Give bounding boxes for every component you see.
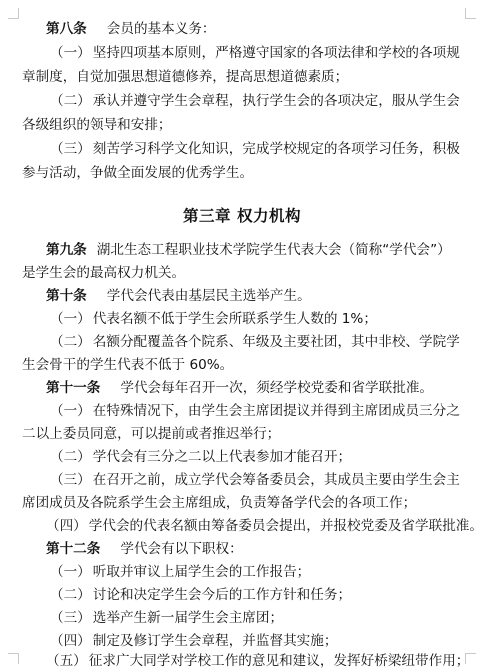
article-9-heading [0, 238, 484, 262]
article-10-item-2 [0, 330, 484, 354]
article-text: 是学生会的最高权力机关。 [22, 265, 186, 281]
article-10-item-1 [0, 307, 484, 331]
article-11-item-3-cont [0, 491, 484, 515]
item-number: （三） [50, 472, 91, 488]
item-number: （四） [46, 518, 87, 534]
item-number: （三） [50, 141, 91, 157]
item-text: 各级组织的领导和安排； [22, 117, 172, 133]
article-title: 第八条 [46, 21, 87, 37]
item-number: （一） [50, 403, 91, 419]
item-text: 二以上委员同意，可以提前或者推迟举行； [22, 426, 281, 442]
article-intro: 会员的基本义务： [106, 21, 216, 37]
item-number: （二） [50, 449, 91, 465]
item-number: （一） [50, 564, 91, 580]
article-12-item-5 [0, 652, 484, 670]
item-text: 代表名额不低于学生会所联系学生人数的 1%； [92, 311, 377, 327]
item-text: 承认并遵守学生会章程，执行学生会的各项决定，服从学生会 [92, 93, 460, 109]
item-number: （二） [50, 93, 91, 109]
article-intro: 学代会每年召开一次，须经学校党委和省学联批准。 [120, 380, 434, 396]
item-number: （四） [50, 633, 91, 649]
article-intro: 学代会有以下职权： [120, 541, 243, 557]
article-title: 第九条 [46, 242, 87, 258]
item-text: 名额分配覆盖各个院系、年级及主要社团，其中非校、学院学 [92, 334, 460, 350]
article-11-item-1-cont [0, 422, 484, 446]
item-number: （二） [50, 587, 91, 603]
article-9-cont [0, 261, 484, 285]
article-10-item-2-cont [0, 353, 484, 377]
item-text: 听取并审议上届学生会的工作报告； [92, 564, 311, 580]
article-12-item-1 [0, 560, 484, 584]
article-11-item-4 [0, 514, 484, 538]
article-8-item-3-cont [0, 161, 484, 185]
item-text: 坚持四项基本原则，严格遵守国家的各项法律和学校的各项规 [92, 45, 460, 61]
item-text: 刻苦学习科学文化知识，完成学校规定的各项学习任务，积极 [92, 141, 460, 157]
item-number: （一） [50, 45, 91, 61]
article-8-item-1-cont [0, 65, 484, 89]
item-text: 征求广大同学对学校工作的意见和建议，发挥好桥梁纽带作用； [88, 653, 470, 669]
item-text: 参与活动，争做全面发展的优秀学生。 [22, 165, 254, 181]
item-number: （五） [46, 653, 87, 669]
item-number: （一） [50, 311, 91, 327]
article-title: 第十一条 [46, 380, 101, 396]
item-text: 在召开之前，成立学代会筹备委员会，其成员主要由学生会主 [92, 472, 460, 488]
item-text: 制定及修订学生会章程，并监督其实施； [92, 633, 338, 649]
item-text: 选举产生新一届学生会主席团； [92, 610, 284, 626]
item-number: （二） [50, 334, 91, 350]
article-8-heading [0, 17, 484, 41]
article-8-item-3 [0, 137, 484, 161]
article-8-item-2 [0, 89, 484, 113]
article-text: 湖北生态工程职业技术学院学生代表大会（简称“学代会”） [96, 242, 451, 258]
article-11-item-2 [0, 445, 484, 469]
article-8-item-2-cont [0, 113, 484, 137]
article-10-heading [0, 284, 484, 308]
article-8-item-1 [0, 41, 484, 65]
item-text: 章制度，自觉加强思想道德修养，提高思想道德素质； [22, 69, 349, 85]
chapter-heading: 第三章 权力机构 [183, 206, 301, 225]
item-text: 席团成员及各院系学生会主席组成，负责筹备学代会的各项工作； [22, 495, 417, 511]
article-title: 第十二条 [46, 541, 101, 557]
article-12-heading [0, 537, 484, 561]
item-text: 学代会的代表名额由筹备委员会提出，并报校党委及省学联批准。 [88, 518, 483, 534]
item-text: 在特殊情况下，由学生会主席团提议并得到主席团成员三分之 [92, 403, 460, 419]
article-11-item-3 [0, 468, 484, 492]
article-12-item-4 [0, 629, 484, 653]
article-intro: 学代会代表由基层民主选举产生。 [106, 288, 311, 304]
item-text: 学代会有三分之二以上代表参加才能召开； [92, 449, 352, 465]
article-12-item-3 [0, 606, 484, 630]
item-number: （三） [50, 610, 91, 626]
article-11-item-1 [0, 399, 484, 423]
item-text: 讨论和决定学生会今后的工作方针和任务； [92, 587, 352, 603]
article-12-item-2 [0, 583, 484, 607]
article-title: 第十条 [46, 288, 87, 304]
item-text: 生会骨干的学生代表不低于 60%。 [22, 357, 234, 373]
article-11-heading [0, 376, 484, 400]
